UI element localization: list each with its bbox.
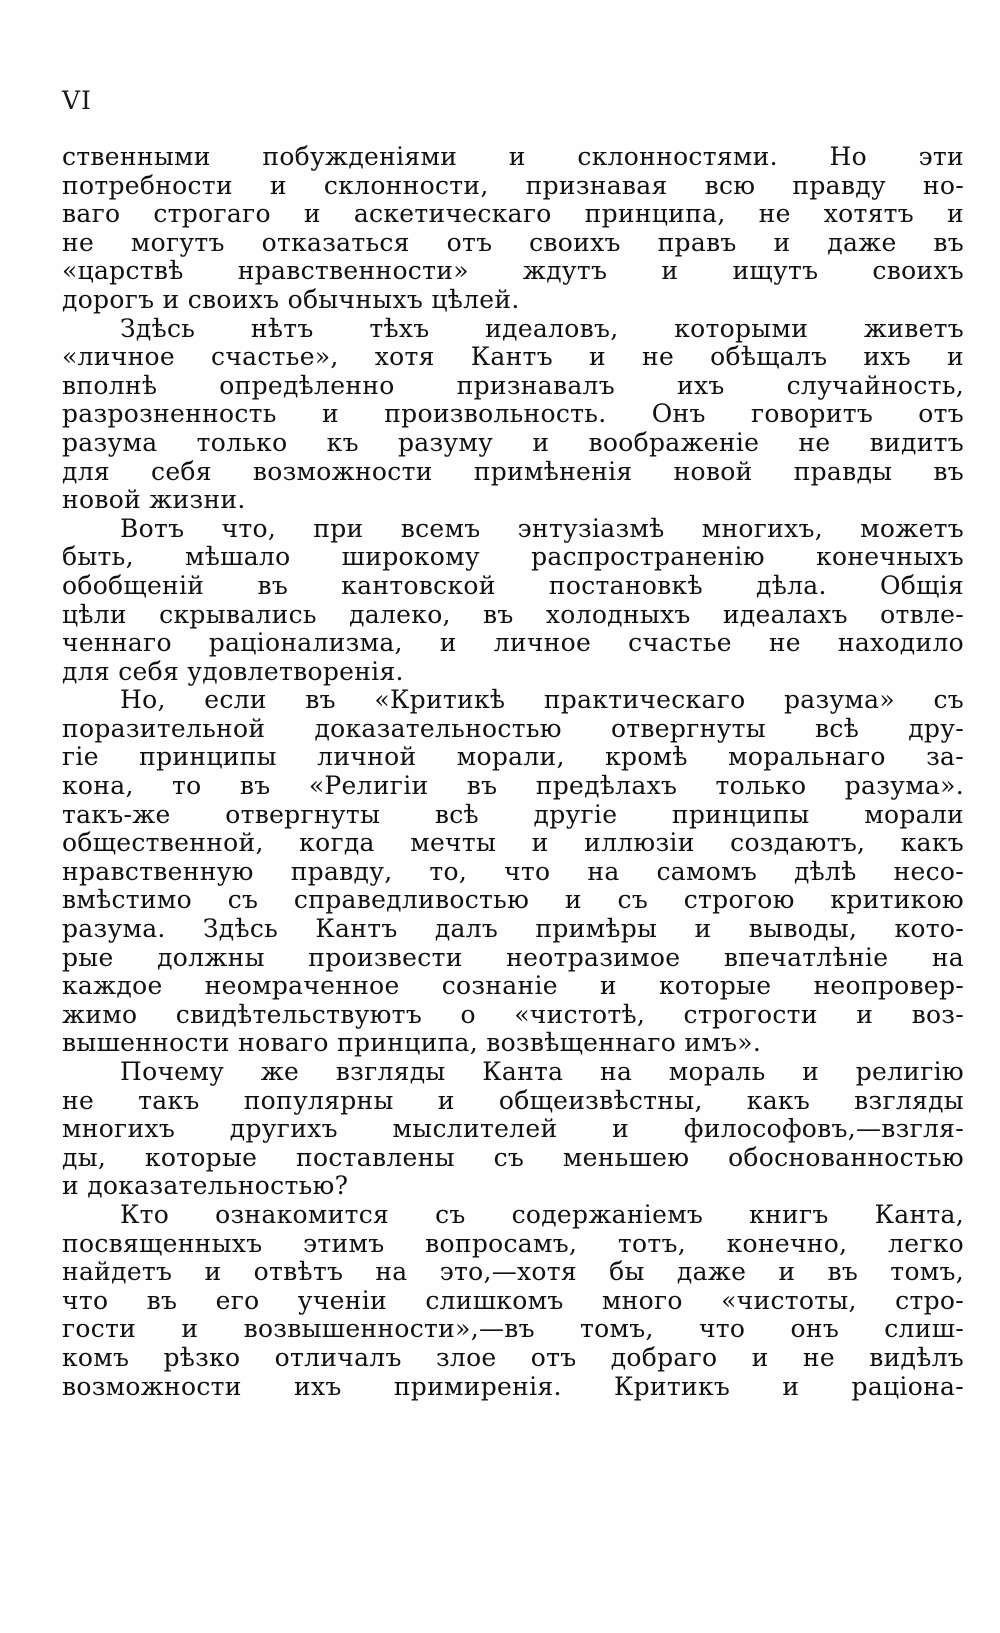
text-line: новой жизни. xyxy=(62,485,246,515)
text-line: кона, то въ «Религіи въ предѣлахъ только разума». xyxy=(62,771,964,801)
text-line: ченнаго раціонализма, и личное счастье не находило xyxy=(62,628,964,658)
text-line: комъ рѣзко отличалъ злое отъ добраго и не видѣлъ xyxy=(62,1342,964,1372)
text-line: не такъ популярны и общеизвѣстны, какъ взгляды xyxy=(62,1085,964,1115)
paragraph-start: Почему же взгляды Канта на мораль и религію xyxy=(120,1057,964,1086)
text-line: ственными побужденіями и склонностями. Но эти xyxy=(62,142,964,171)
text-line: гости и возвышенности»,—въ томъ, что онъ слиш- xyxy=(62,1314,964,1344)
text-line: такъ-же отвергнуты всѣ другіе принципы морали xyxy=(62,799,964,829)
text-line: возможности ихъ примиренія. Критикъ и раціона- xyxy=(62,1371,964,1401)
text-line: многихъ другихъ мыслителей и философовъ,—взгля- xyxy=(62,1114,964,1144)
text-line: нравственную правду, то, что на самомъ дѣлѣ несо- xyxy=(62,856,964,886)
text-line: общественной, когда мечты и иллюзіи создаютъ, какъ xyxy=(62,828,964,858)
text-line: не могутъ отказаться отъ своихъ правъ и даже въ xyxy=(62,227,964,257)
text-line: обобщеній въ кантовской постановкѣ дѣла. Общія xyxy=(62,570,964,600)
body-text xyxy=(62,143,964,1401)
page-number: VI xyxy=(62,86,92,115)
text-line: рые должны произвести неотразимое впечатлѣніе на xyxy=(62,942,964,972)
text-line: ды, которые поставлены съ меньшею обоснованностью xyxy=(62,1142,964,1172)
text-line: вмѣстимо съ справедливостью и съ строгою критикою xyxy=(62,885,964,915)
text-line: для себя удовлетворенія. xyxy=(62,656,404,686)
text-line: посвященныхъ этимъ вопросамъ, тотъ, конечно, легко xyxy=(62,1228,964,1258)
paragraph-start: Кто ознакомится съ содержаніемъ книгъ Канта, xyxy=(120,1199,964,1229)
text-line: поразительной доказательностью отвергнуты всѣ дру- xyxy=(62,713,964,743)
text-line: разрозненность и произвольность. Онъ говоритъ отъ xyxy=(62,399,964,429)
text-line: цѣли скрывались далеко, въ холодныхъ идеалахъ отвле- xyxy=(62,599,964,629)
paragraph-start: Вотъ что, при всемъ энтузіазмѣ многихъ, можетъ xyxy=(120,513,964,543)
text-line: «личное счастье», хотя Кантъ и не обѣщалъ ихъ и xyxy=(62,342,964,372)
text-line: каждое неомраченное сознаніе и которые неопровер- xyxy=(62,971,964,1001)
text-line: ваго строгаго и аскетическаго принципа, не хотятъ и xyxy=(62,199,964,229)
text-line: найдетъ и отвѣтъ на это,—хотя бы даже и въ томъ, xyxy=(62,1257,964,1287)
text-line: что въ его ученіи слишкомъ много «чистоты, стро- xyxy=(62,1285,964,1315)
text-line: для себя возможности примѣненія новой правды въ xyxy=(62,456,964,486)
text-line: жимо свидѣтельствуютъ о «чистотѣ, строгости и воз- xyxy=(62,999,964,1029)
text-line: быть, мѣшало широкому распространенію конечныхъ xyxy=(62,542,964,572)
text-line: дорогъ и своихъ обычныхъ цѣлей. xyxy=(62,284,520,314)
text-line: разума. Здѣсь Кантъ далъ примѣры и выводы, кото- xyxy=(62,914,964,944)
text-line: потребности и склонности, признавая всю правду но- xyxy=(62,170,964,200)
text-line: вполнѣ опредѣленно признавалъ ихъ случайность, xyxy=(62,370,964,400)
text-line: и доказательностью? xyxy=(62,1171,349,1201)
paragraph-start: Здѣсь нѣтъ тѣхъ идеаловъ, которыми живетъ xyxy=(120,313,964,343)
paragraph-start: Но, если въ «Критикѣ практическаго разума» съ xyxy=(120,685,964,715)
text-line: разума только къ разуму и воображеніе не видитъ xyxy=(62,427,964,457)
text-line: «царствѣ нравственности» ждутъ и ищутъ своихъ xyxy=(62,256,964,286)
text-line: гіе принципы личной морали, кромѣ моральнаго за- xyxy=(62,742,964,772)
text-line: вышенности новаго принципа, возвѣщеннаго имъ». xyxy=(62,1028,762,1058)
